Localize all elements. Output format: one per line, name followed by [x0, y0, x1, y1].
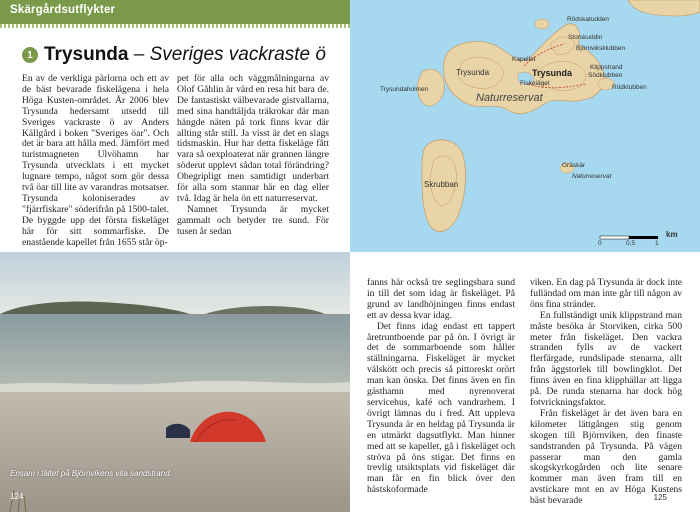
text-column-right-2 [530, 278, 682, 507]
scale-tick-1: 1 [655, 240, 659, 247]
page-number-right: 125 [653, 493, 667, 502]
section-stripe [0, 24, 350, 28]
photo-caption: Ensam i tältet på Björnvikens vita sandstrand. [10, 469, 172, 478]
island-top-right [628, 0, 700, 16]
paragraph: En fullständigt unik klippstrand man måste besöka är Storviken, cirka 500 meter från fiskeläget. Den vackra stranden fylls av de vackert flerfärgade, rundslipade stenarna, allt från äggstorlek till bowlingklot. Det finns även en fina klipphällar att ligga på. De runda stenarna har dock hög fotvrickningsfaktor. [530, 309, 682, 408]
map-label-trysundaholmen: Trysundaholmen [380, 86, 429, 93]
chapter-heading [22, 44, 326, 66]
text-column-right-1 [367, 278, 515, 496]
map-label-naturreservat: Naturreservat [476, 92, 543, 104]
map-label-naturreservat-2: Naturreservat [572, 173, 612, 180]
island-map [350, 0, 700, 252]
beach-photo [0, 252, 350, 512]
map-label-storskuddin: Storskuddin [568, 34, 603, 41]
map-label-bjornviksklubben: Björnviksklubben [576, 45, 626, 52]
scale-tick-half: 0,5 [626, 240, 636, 247]
page-number-left: 124 [10, 492, 24, 501]
scale-unit: km [666, 230, 678, 239]
chapter-title [44, 44, 326, 66]
paragraph: Namnet Trysunda är mycket gammalt och betyder tre sund. För tusen år sedan [177, 203, 329, 237]
paragraph: fanns här också tre seglingsbara sund in till det som idag är fiskeläget. På grund av landhöjningen finns endast ett av dessa kvar idag. [367, 277, 515, 321]
map-label-rodklubben: Rödklubben [612, 84, 647, 91]
map-label-fiskelaget: Fiskeläget [520, 80, 550, 87]
chapter-number-badge: 1 [22, 47, 38, 63]
scale-tick-0: 0 [598, 240, 602, 247]
paragraph: En av de verkliga pärlorna och ett av de bäst bevarade fiskelägena i hela Höga Kusten-området. År 2006 blev Trysunda hedersamt utsedd till Sveriges vackraste ö av Anders Källgård i boken "Sveriges öar". Och det är bara att hålla med. Jämfört med turistmagneten Ulvöhamn har Trysunda utvecklats i ett mycket lugnare tempo, något som gör dessa två öar till lite av varandras motsatser. Trysunda koloniserades av "fjärrfiskare" söderifrån på 1500-talet. De byggde upp det första fiskeläget här för sitt sommarfiske. De enastående kapellet från 1655 står öp- [22, 73, 169, 248]
section-tab [0, 0, 350, 24]
map-graphic [350, 0, 700, 252]
map-label-sodklubben: Södklubben [588, 72, 623, 79]
paragraph: viken. En dag på Trysunda är dock inte fulländad om man inte går till någon av öns fina stränder. [530, 277, 682, 310]
map-label-kapellet: Kapellet [512, 56, 536, 63]
paragraph: Det finns idag endast ett tappert åretruntboende par på ön. I övrigt är det de sommarboende som håller ställningarna. Fiskeläget är mycket välskött och precis så pittoreskt orört man kan önska. Det finns även en fin gästhamn med nyrenoverat servicehus, kafé och vandrarhem. I övrigt lämnas du i fred. Att uppleva Trysunda är en heldag på Trysunda är en utmärkt dagsutflykt. Man hinner med att se kapellet, gå i fiskeläget och ströva på öns stigar. Det finns en trevlig utsiktsplats vid fiskeläget där man får en fin blick över den hästskoformade [367, 320, 515, 496]
section-title: Skärgårdsutflykter [10, 4, 116, 16]
map-label-trysunda: Trysunda [532, 68, 573, 78]
chapter-title-sub: – Sveriges vackraste ö [133, 44, 326, 65]
text-column-left-1 [22, 74, 169, 249]
paragraph: pet för alla och väggmålningarna av Olof Gåhlin är värd en resa hit bara de. De fantastiskt välbevarade gistvallarna, med sina handtäljda träkrokar där man hängde näten på tork finns kvar där allting står still. Ja visst är det en slags tidsmaskin. Hur har detta fiskeläge fått vara så oexploaterat när grannen längre söderut upplevt sådan total förändring? Obegripligt men samtidigt underbart för alla som stannar här en dag eller två. Idag är hela ön ett naturreservat. [177, 73, 329, 204]
chapter-title-main: Trysunda [44, 44, 129, 65]
map-label-klippstrand: Klippstrand [590, 64, 623, 71]
map-label-graskar: Gräskär [562, 162, 586, 169]
map-label-skrubban: Skrubban [424, 180, 459, 189]
paragraph: Från fiskeläget är det även bara en kilometer lättgången stig genom skogen till Björnviken, den finaste sandstranden på Trysunda. På vägen passerar man den gamla skogskyrkogården och lite senare kommer man även fram till en avstickare mot en av Höga Kustens bäst bevarade [530, 407, 682, 507]
text-column-left-2 [177, 74, 329, 238]
map-label-rodskatudden: Rödskatudden [567, 16, 609, 23]
map-label-trysunda-west: Trysunda [456, 68, 490, 77]
island-storskuddin [535, 19, 549, 29]
